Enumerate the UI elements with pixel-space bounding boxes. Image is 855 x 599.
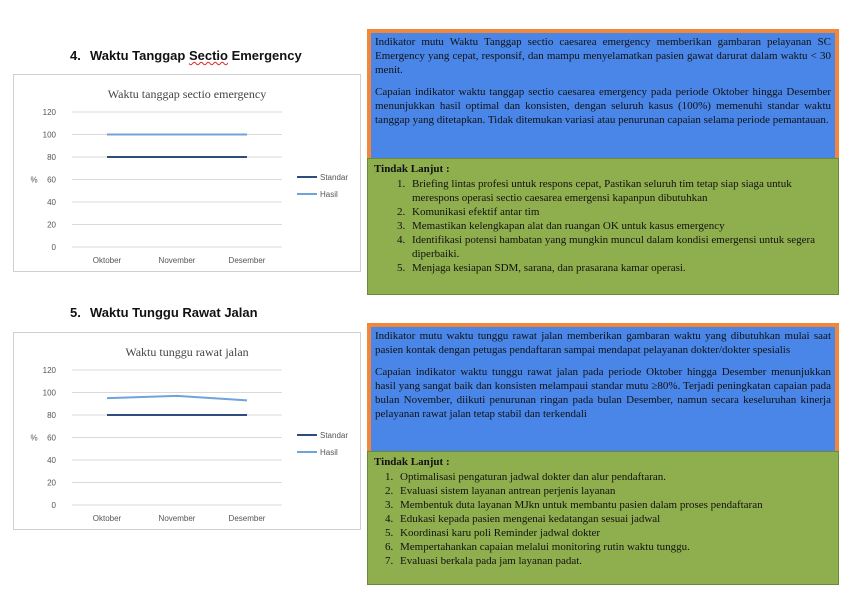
legend-label: Standar <box>320 431 349 440</box>
y-tick-label: 60 <box>47 433 56 443</box>
x-tick-label: November <box>158 256 196 265</box>
list-item: 3. Membentuk duta layanan MJkn untuk membantu pasien dalam proses pendaftaran <box>396 498 832 512</box>
y-axis-label: % <box>30 175 38 185</box>
legend-label: Standar <box>320 173 349 182</box>
x-tick-label: Desember <box>228 514 266 523</box>
tindak-lanjut-list <box>374 470 832 568</box>
y-tick-label: 120 <box>42 366 56 375</box>
section-title: Waktu Tunggu Rawat Jalan <box>90 305 258 320</box>
list-item: 2. Komunikasi efektif antar tim <box>408 205 832 219</box>
section-number: 4. <box>70 48 81 63</box>
list-item: 1. Optimalisasi pengaturan jadwal dokter dan alur pendaftaran. <box>396 470 832 484</box>
y-tick-label: 80 <box>47 411 56 420</box>
legend-label: Hasil <box>320 190 338 199</box>
list-item: 2. Evaluasi sistem layanan antrean perjenis layanan <box>396 484 832 498</box>
list-item: 3. Memastikan kelengkapan alat dan ruangan OK untuk kasus emergency <box>408 219 832 233</box>
description-paragraph: Indikator mutu Waktu Tanggap sectio caesarea emergency memberikan gambaran pelayanan SC Emergency yang cepat, responsif, dan mampu menyelamatkan pasien gawat darurat dalam waktu < 30 menit. <box>375 36 831 76</box>
y-tick-label: 40 <box>47 198 56 207</box>
y-tick-label: 20 <box>47 220 56 230</box>
chart-svg <box>14 75 360 271</box>
section-title-part: Sectio <box>188 48 228 63</box>
section-title-part: Waktu Tanggap <box>90 48 189 63</box>
chart-svg <box>14 333 360 529</box>
x-tick-label: Oktober <box>92 256 122 265</box>
y-tick-label: 60 <box>47 175 56 185</box>
y-tick-label: 100 <box>42 130 56 140</box>
series-line-hasil <box>107 396 247 401</box>
chart-title: Waktu tunggu rawat jalan <box>125 345 249 359</box>
list-item: 7. Evaluasi berkala pada jam layanan padat. <box>396 554 832 568</box>
chart-title: Waktu tanggap sectio emergency <box>107 87 267 101</box>
x-tick-label: November <box>158 514 196 523</box>
list-item: 6. Mempertahankan capaian melalui monitoring rutin waktu tunggu. <box>396 540 832 554</box>
description-paragraph: Capaian indikator waktu tunggu rawat jalan pada periode Oktober hingga Desember menunjukkan hasil yang sangat baik dan konsisten melampaui standar mutu ≥80%. Terjadi peningkatan capaian pada bulan November, diikuti penurunan ringan pada bulan Desember, namun secara keseluruhan kinerja pelayanan rawat jalan tetap stabil dan terkendali <box>375 366 831 420</box>
list-item: 4. Edukasi kepada pasien mengenai kedatangan sesuai jadwal <box>396 512 832 526</box>
list-item: 4. Identifikasi potensi hambatan yang mungkin muncul dalam kondisi emergensi untuk segera diperbaiki. <box>408 233 832 261</box>
y-axis-label: % <box>30 433 38 443</box>
tindak-lanjut-title: Tindak Lanjut : <box>374 456 450 468</box>
chart-waktu-tanggap <box>13 74 361 272</box>
list-item: 5. Koordinasi karu poli Reminder jadwal dokter <box>396 526 832 540</box>
section-5-heading <box>70 305 258 320</box>
tindak-lanjut-title: Tindak Lanjut : <box>374 163 450 175</box>
y-tick-label: 20 <box>47 478 56 488</box>
section-title-part: Emergency <box>227 48 302 63</box>
description-paragraph: Indikator mutu waktu tunggu rawat jalan memberikan gambaran waktu yang dibutuhkan mulai saat pasien kontak dengan petugas pendaftaran sampai mendapat pelayanan dokter/dokter spesialis <box>375 330 831 356</box>
tindak-lanjut-list <box>374 177 832 275</box>
section-4-heading <box>70 48 302 63</box>
description-box <box>367 323 839 451</box>
x-tick-label: Oktober <box>92 514 122 523</box>
y-tick-label: 120 <box>42 108 56 117</box>
list-item: 1. Briefing lintas profesi untuk respons cepat, Pastikan seluruh tim tetap siap siaga untuk merespons operasi sectio caesarea emergensi kapanpun dibutuhkan <box>408 177 832 205</box>
y-tick-label: 0 <box>51 501 56 510</box>
section-4-panel <box>367 29 839 295</box>
y-tick-label: 100 <box>42 388 56 398</box>
legend-label: Hasil <box>320 448 338 457</box>
y-tick-label: 0 <box>51 243 56 252</box>
y-tick-label: 80 <box>47 153 56 162</box>
y-tick-label: 40 <box>47 456 56 465</box>
tindak-lanjut-box <box>367 451 839 585</box>
description-paragraph: Capaian indikator waktu tanggap sectio caesarea emergency pada periode Oktober hingga Desember menunjukkan hasil optimal dan konsisten, dengan seluruh kasus (100%) memenuhi standar waktu tanggap yang ditetapkan. Tidak ditemukan variasi atau penurunan capaian selama periode pemantauan. <box>375 86 831 126</box>
section-number: 5. <box>70 305 81 320</box>
x-tick-label: Desember <box>228 256 266 265</box>
list-item: 5. Menjaga kesiapan SDM, sarana, dan prasarana kamar operasi. <box>408 261 832 275</box>
chart-waktu-tunggu <box>13 332 361 530</box>
description-box <box>367 29 839 158</box>
tindak-lanjut-box <box>367 158 839 295</box>
section-5-panel <box>367 323 839 585</box>
